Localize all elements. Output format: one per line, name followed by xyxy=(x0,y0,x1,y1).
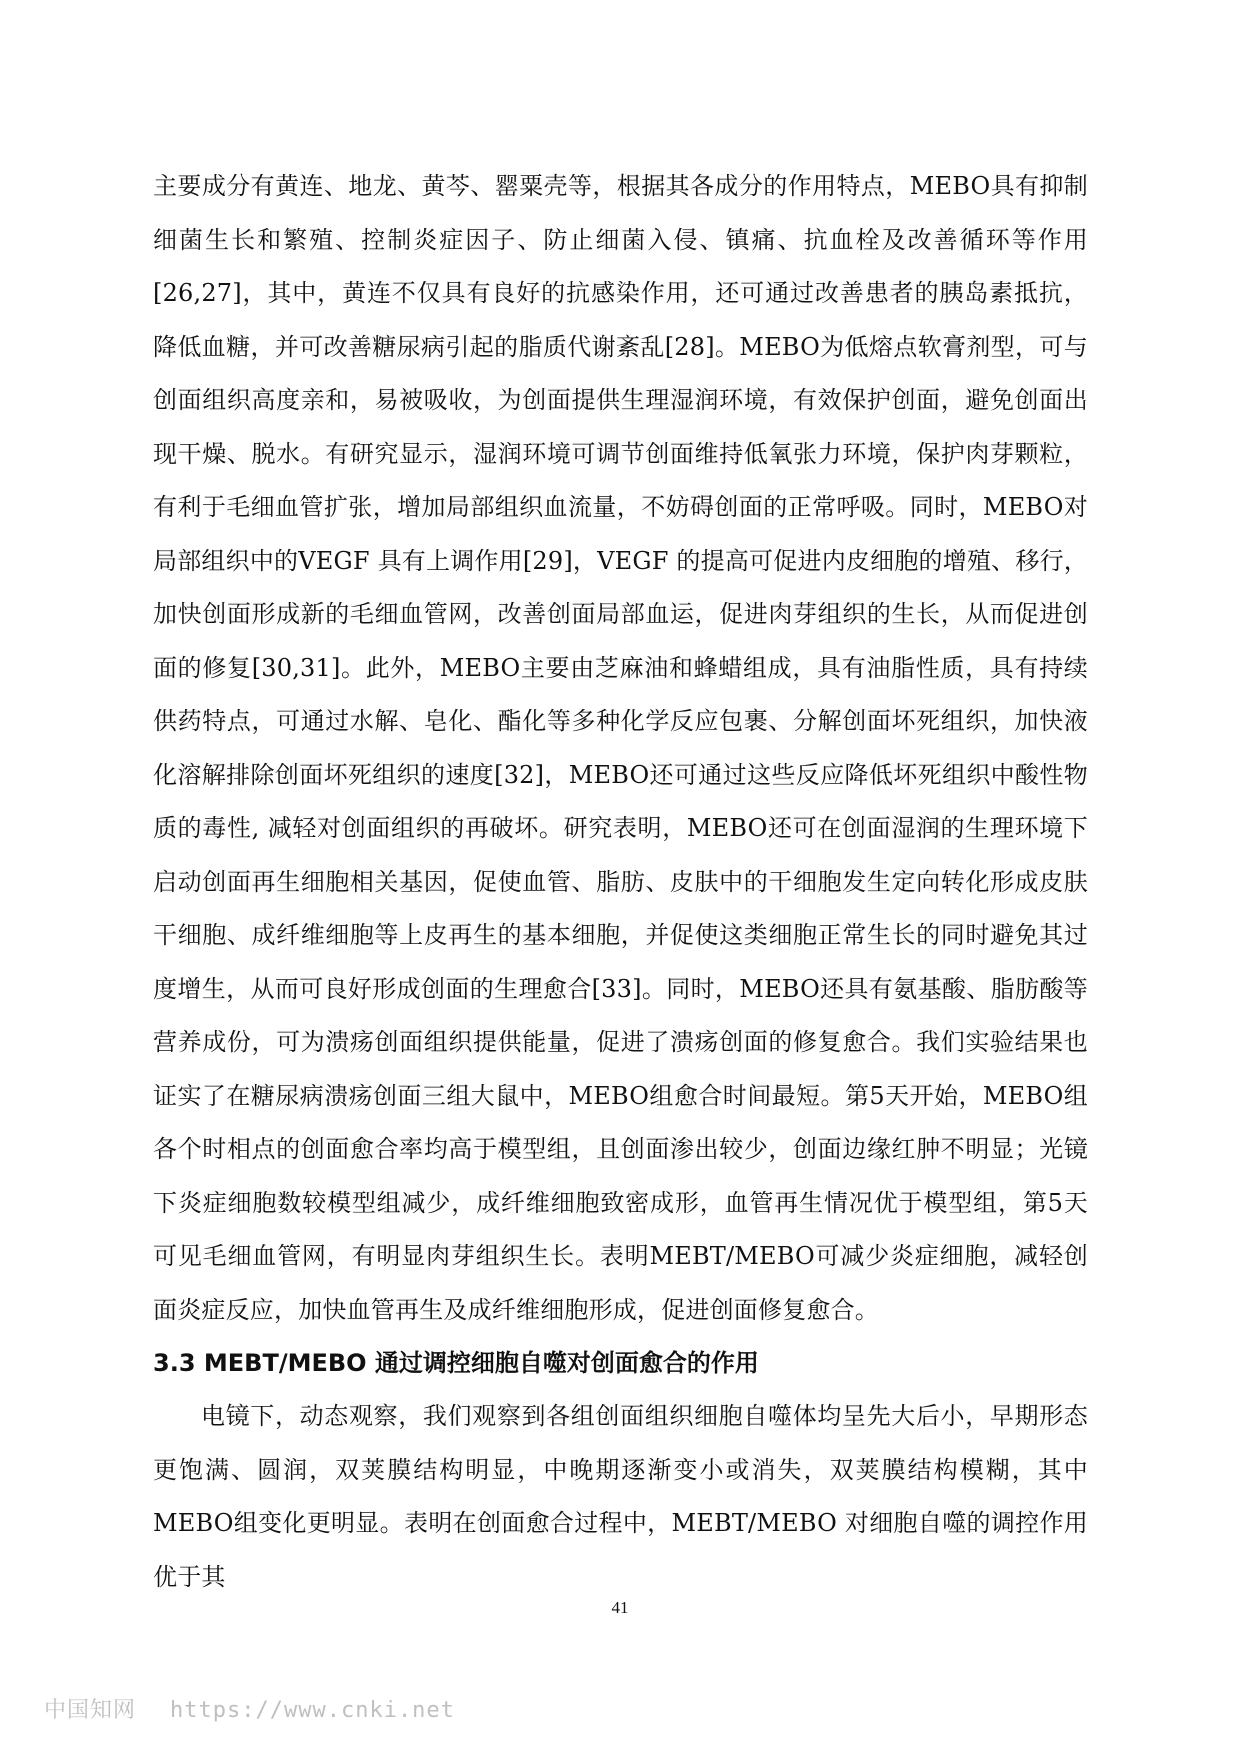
body-content xyxy=(153,160,1088,1604)
section-paragraph: 电镜下，动态观察，我们观察到各组创面组织细胞自噬体均呈先大后小，早期形态更饱满、圆润，双荚膜结构明显，中晚期逐渐变小或消失，双荚膜结构模糊，其中MEBO组变化更明显。表明在创面愈合过程中，MEBT/MEBO 对细胞自噬的调控作用优于其 xyxy=(153,1402,1088,1591)
page-number: 41 xyxy=(611,1598,629,1617)
watermark-url: https://www.cnki.net xyxy=(170,1698,455,1723)
watermark-site-name: 中国知网 xyxy=(44,1698,137,1723)
body-paragraph: 主要成分有黄连、地龙、黄芩、罂粟壳等，根据其各成分的作用特点，MEBO具有抑制细菌生长和繁殖、控制炎症因子、防止细菌入侵、镇痛、抗血栓及改善循环等作用[26,27]，其中，黄连不仅具有良好的抗感染作用，还可通过改善患者的胰岛素抵抗，降低血糖，并可改善糖尿病引起的脂质代谢紊乱[28]。MEBO为低熔点软膏剂型，可与创面组织高度亲和，易被吸收，为创面提供生理湿润环境，有效保护创面，避免创面出现干燥、脱水。有研究显示，湿润环境可调节创面维持低氧张力环境，保护肉芽颗粒，有利于毛细血管扩张，增加局部组织血流量，不妨碍创面的正常呼吸。同时，MEBO对局部组织中的VEGF 具有上调作用[29]，VEGF 的提高可促进内皮细胞的增殖、移行，加快创面形成新的毛细血管网，改善创面局部血运，促进肉芽组织的生长，从而促进创面的修复[30,31]。此外，MEBO主要由芝麻油和蜂蜡组成，具有油脂性质，具有持续供药特点，可通过水解、皂化、酯化等多种化学反应包裹、分解创面坏死组织，加快液化溶解排除创面坏死组织的速度[32]，MEBO还可通过这些反应降低坏死组织中酸性物质的毒性, 减轻对创面组织的再破坏。研究表明，MEBO还可在创面湿润的生理环境下启动创面再生细胞相关基因，促使血管、脂肪、皮肤中的干细胞发生定向转化形成皮肤干细胞、成纤维细胞等上皮再生的基本细胞，并促使这类细胞正常生长的同时避免其过度增生，从而可良好形成创面的生理愈合[33]。同时，MEBO还具有氨基酸、脂肪酸等营养成份，可为溃疡创面组织提供能量，促进了溃疡创面的修复愈合。我们实验结果也证实了在糖尿病溃疡创面三组大鼠中，MEBO组愈合时间最短。第5天开始，MEBO组各个时相点的创面愈合率均高于模型组，且创面渗出较少，创面边缘红肿不明显；光镜下炎症细胞数较模型组减少，成纤维细胞致密成形，血管再生情况优于模型组，第5天可见毛细血管网，有明显肉芽组织生长。表明MEBT/MEBO可减少炎症细胞，减轻创面炎症反应，加快血管再生及成纤维细胞形成，促进创面修复愈合。 xyxy=(153,172,1088,1324)
cnki-watermark xyxy=(44,1693,455,1724)
section-heading: 3.3 MEBT/MEBO 通过调控细胞自噬对创面愈合的作用 xyxy=(153,1349,759,1377)
